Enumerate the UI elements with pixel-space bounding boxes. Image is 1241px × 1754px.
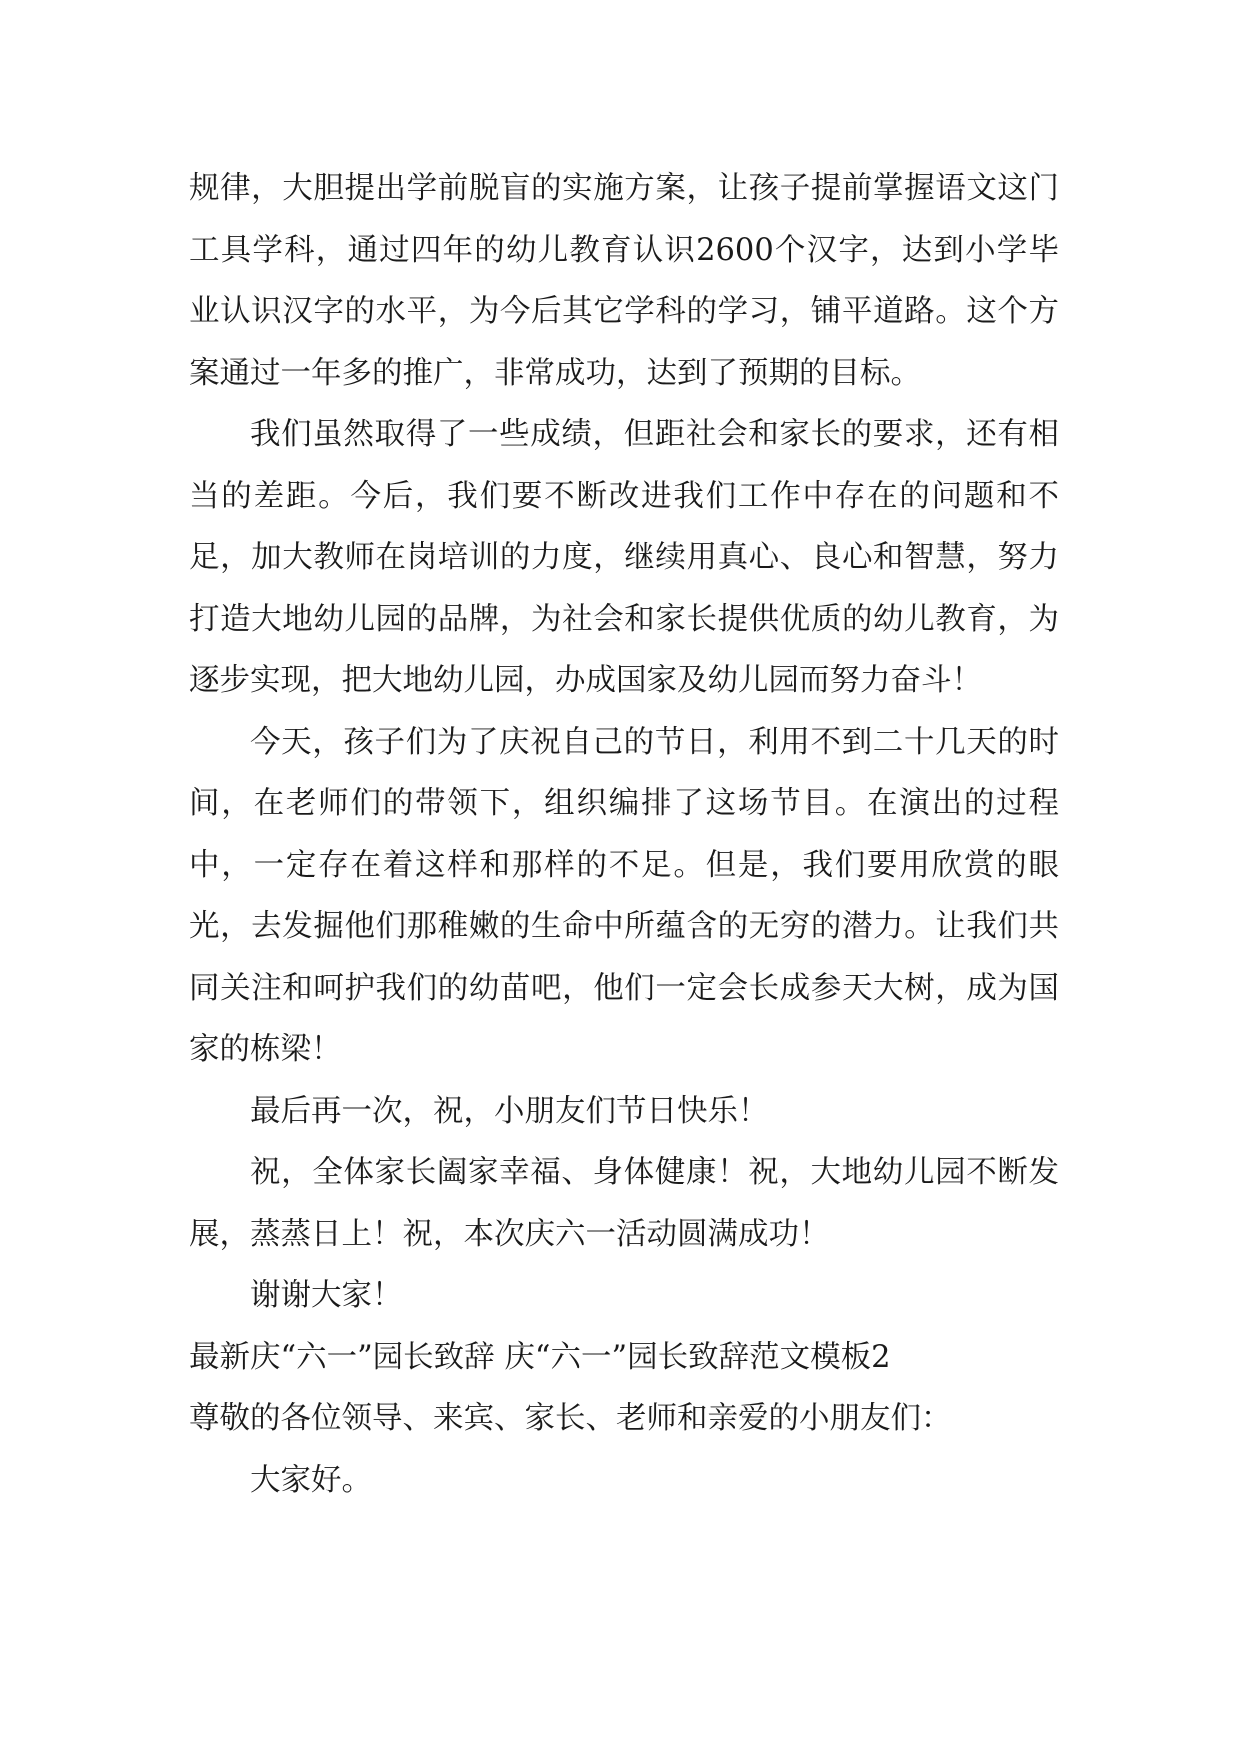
paragraph-wishes: 祝，全体家长阖家幸福、身体健康！祝，大地幼儿园不断发展，蒸蒸日上！祝，本次庆六一活动圆满成功！ — [189, 1155, 1059, 1252]
greeting: 大家好。 — [250, 1462, 372, 1498]
paragraph-achievements: 我们虽然取得了一些成绩，但距社会和家长的要求，还有相当的差距。今后，我们要不断改进我们工作中存在的问题和不足，加大教师在岗培训的力度，继续用真心、良心和智慧，努力打造大地幼儿园的品牌，为社会和家长提供优质的幼儿教育，为逐步实现，把大地幼儿园，办成国家及幼儿园而努力奋斗！ — [189, 417, 1059, 698]
section-heading: 最新庆“六一”园长致辞 庆“六一”园长致辞范文模板2 — [189, 1339, 891, 1375]
salutation: 尊敬的各位领导、来宾、家长、老师和亲爱的小朋友们： — [189, 1401, 952, 1436]
paragraph-thanks: 谢谢大家！ — [250, 1278, 403, 1313]
body-text — [189, 158, 1059, 1511]
paragraph-festival-wish: 最后再一次，祝，小朋友们节日快乐！ — [250, 1093, 769, 1129]
paragraph-today: 今天，孩子们为了庆祝自己的节日，利用不到二十几天的时间，在老师们的带领下，组织编排了这场节目。在演出的过程中，一定存在着这样和那样的不足。但是，我们要用欣赏的眼光，去发掘他们那稚嫩的生命中所蕴含的无穷的潜力。让我们共同关注和呵护我们的幼苗吧，他们一定会长成参天大树，成为国家的栋梁！ — [189, 724, 1059, 1067]
paragraph-continuation: 规律，大胆提出学前脱盲的实施方案，让孩子提前掌握语文这门工具学科，通过四年的幼儿教育认识2600个汉字，达到小学毕业认识汉字的水平，为今后其它学科的学习，铺平道路。这个方案通过一年多的推广，非常成功，达到了预期的目标。 — [189, 171, 1059, 391]
